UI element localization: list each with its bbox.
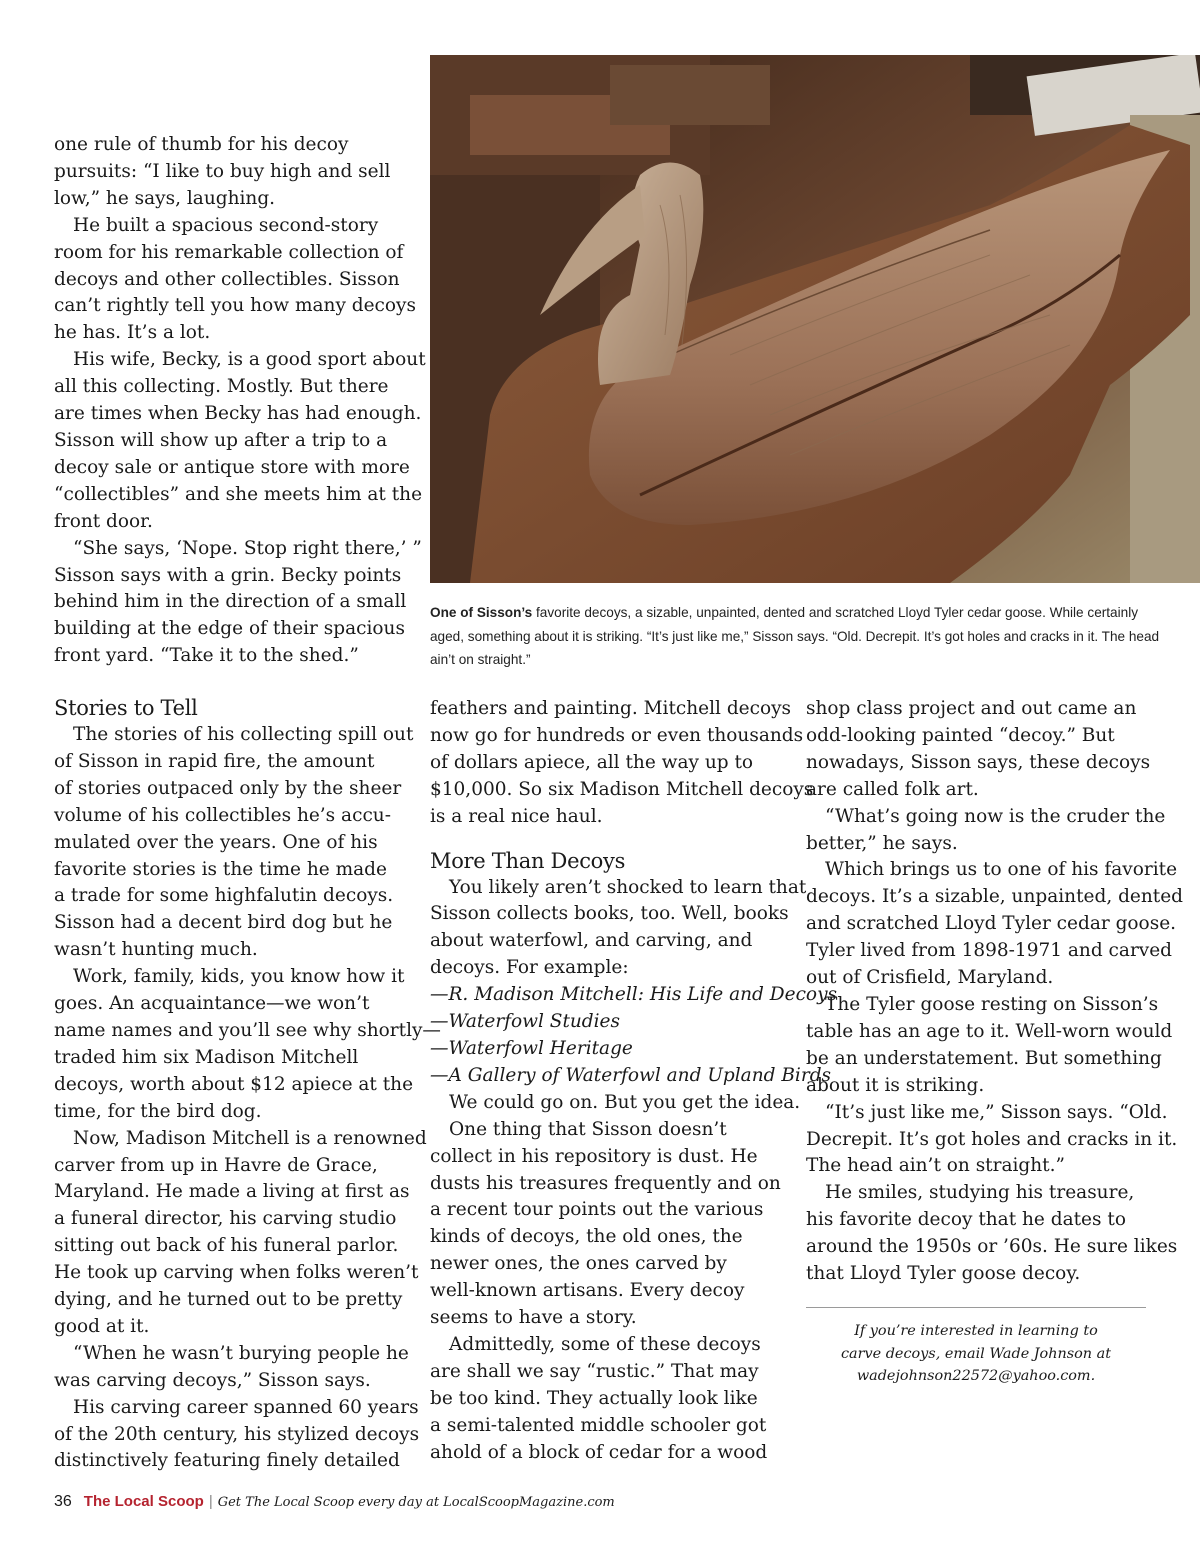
text-line: goes. An acquaintance—we won’t: [54, 993, 370, 1015]
text-line: decoys and other collectibles. Sisson: [54, 268, 400, 290]
footer-separator: |: [208, 1493, 213, 1510]
text-line: Sisson collects books, too. Well, books: [430, 903, 789, 925]
text-line: Tyler lived from 1898-1971 and carved: [806, 940, 1173, 962]
text-line: ahold of a block of cedar for a wood: [430, 1441, 768, 1463]
text-line: —R. Madison Mitchell: His Life and Decoys: [430, 984, 838, 1006]
text-line: about waterfowl, and carving, and: [430, 930, 753, 952]
text-line: “It’s just like me,” Sisson says. “Old.: [825, 1101, 1168, 1123]
text-line: are times when Becky has had enough.: [54, 403, 422, 425]
text-line: Maryland. He made a living at first as: [54, 1181, 410, 1203]
text-line: Sisson will show up after a trip to a: [54, 429, 388, 451]
text-line: seems to have a story.: [430, 1307, 637, 1329]
text-line: behind him in the direction of a small: [54, 591, 407, 613]
text-line: that Lloyd Tyler goose decoy.: [806, 1263, 1081, 1285]
carved-goose-decoy-photo: [430, 55, 1200, 583]
text-line: decoys. For example:: [430, 957, 629, 979]
text-line: He took up carving when folks weren’t: [54, 1262, 419, 1284]
contact-note: [806, 1320, 1146, 1388]
text-line: He smiles, studying his treasure,: [825, 1182, 1135, 1204]
text-line: wasn’t hunting much.: [54, 939, 258, 961]
text-line: The Tyler goose resting on Sisson’s: [825, 993, 1159, 1015]
text-line: dusts his treasures frequently and on: [430, 1172, 781, 1194]
text-line: mulated over the years. One of his: [54, 831, 378, 853]
text-line: name names and you’ll see why shortly—: [54, 1019, 441, 1041]
section-heading-more-than-decoys: More Than Decoys: [430, 848, 626, 873]
text-line: be an understatement. But something: [806, 1047, 1162, 1069]
text-line: Admittedly, some of these decoys: [449, 1333, 761, 1355]
text-line: around the 1950s or ’60s. He sure likes: [806, 1236, 1178, 1258]
text-line: —Waterfowl Heritage: [430, 1037, 633, 1059]
text-line: “She says, ‘Nope. Stop right there,’ ”: [73, 537, 422, 559]
text-line: a funeral director, his carving studio: [54, 1208, 397, 1230]
text-line: low,” he says, laughing.: [54, 187, 276, 209]
text-line: His carving career spanned 60 years: [73, 1396, 419, 1418]
text-line: —Waterfowl Studies: [430, 1011, 621, 1033]
text-line: shop class project and out came an: [806, 698, 1137, 719]
page-number: 36: [54, 1493, 72, 1510]
text-line: One thing that Sisson doesn’t: [449, 1118, 727, 1140]
text-line: now go for hundreds or even thousands: [430, 724, 804, 746]
text-line: time, for the bird dog.: [54, 1100, 262, 1122]
text-line: are shall we say “rustic.” That may: [430, 1360, 759, 1382]
text-line: of the 20th century, his stylized decoys: [54, 1423, 420, 1445]
column-1-bottom: [54, 694, 441, 1475]
text-line: collect in his repository is dust. He: [430, 1145, 758, 1167]
text-line: newer ones, the ones carved by: [430, 1253, 727, 1275]
text-line: of Sisson in rapid fire, the amount: [54, 750, 375, 772]
decoy-photo: [430, 55, 1200, 583]
publication-name: The Local Scoop: [83, 1493, 204, 1510]
text-line: “collectibles” and she meets him at the: [54, 483, 423, 505]
text-line: front yard. “Take it to the shed.”: [54, 645, 359, 667]
text-line: was carving decoys,” Sisson says.: [54, 1369, 371, 1391]
text-line: feathers and painting. Mitchell decoys: [430, 698, 792, 719]
text-line: $10,000. So six Madison Mitchell decoys: [430, 778, 814, 800]
note-line-2: carve decoys, email Wade Johnson at: [840, 1345, 1112, 1362]
text-line: Decrepit. It’s got holes and cracks in it.: [806, 1128, 1178, 1150]
text-line: his favorite decoy that he dates to: [806, 1209, 1126, 1231]
caption-lead: One of Sisson’s: [430, 605, 533, 620]
text-line: Sisson says with a grin. Becky points: [54, 564, 402, 586]
note-line-1: If you’re interested in learning to: [854, 1323, 1098, 1339]
text-line: can’t rightly tell you how many decoys: [54, 295, 417, 317]
text-line: Work, family, kids, you know how it: [73, 966, 405, 988]
text-line: table has an age to it. Well-worn would: [806, 1020, 1173, 1042]
text-line: volume of his collectibles he’s accu-: [54, 804, 391, 826]
text-line: distinctively featuring finely detailed: [54, 1450, 400, 1472]
text-line: “What’s going now is the cruder the: [825, 805, 1166, 827]
column-2: [430, 696, 838, 1466]
text-line: good at it.: [54, 1315, 150, 1337]
text-line: nowadays, Sisson says, these decoys: [806, 751, 1151, 773]
text-line: be too kind. They actually look like: [430, 1387, 758, 1409]
text-line: Which brings us to one of his favorite: [825, 859, 1178, 881]
text-line: a semi-talented middle schooler got: [430, 1414, 767, 1436]
text-line: traded him six Madison Mitchell: [54, 1046, 359, 1068]
column-1-top: [54, 132, 426, 670]
text-line: a recent tour points out the various: [430, 1199, 764, 1221]
text-line: The head ain’t on straight.”: [806, 1155, 1065, 1177]
text-line: decoys, worth about $12 apiece at the: [54, 1073, 414, 1095]
text-line: sitting out back of his funeral parlor.: [54, 1235, 399, 1257]
text-line: decoys. It’s a sizable, unpainted, dented: [806, 886, 1184, 908]
text-line: about it is striking.: [806, 1074, 985, 1096]
text-line: and scratched Lloyd Tyler cedar goose.: [806, 913, 1177, 935]
text-line: carver from up in Havre de Grace,: [54, 1154, 378, 1176]
page-footer: [54, 1493, 615, 1511]
footer-tagline: Get The Local Scoop every day at LocalScoopMagazine.com: [217, 1495, 615, 1510]
note-divider: [806, 1307, 1146, 1308]
text-line: dying, and he turned out to be pretty: [54, 1289, 403, 1311]
text-line: he has. It’s a lot.: [54, 322, 211, 344]
text-line: favorite stories is the time he made: [54, 858, 387, 880]
text-line: kinds of decoys, the old ones, the: [430, 1226, 743, 1248]
text-line: better,” he says.: [806, 832, 958, 854]
column-3: [806, 696, 1184, 1288]
text-line: His wife, Becky, is a good sport about: [73, 349, 426, 371]
text-line: He built a spacious second-story: [73, 214, 379, 236]
text-line: all this collecting. Mostly. But there: [54, 376, 389, 398]
text-line: Sisson had a decent bird dog but he: [54, 912, 393, 934]
text-line: are called folk art.: [806, 778, 979, 800]
text-line: Now, Madison Mitchell is a renowned: [73, 1127, 427, 1149]
text-line: You likely aren’t shocked to learn that: [449, 876, 807, 898]
text-line: The stories of his collecting spill out: [73, 724, 414, 745]
text-line: “When he wasn’t burying people he: [73, 1342, 409, 1364]
text-line: We could go on. But you get the idea.: [449, 1091, 801, 1113]
text-line: one rule of thumb for his decoy: [54, 134, 349, 155]
text-line: building at the edge of their spacious: [54, 618, 405, 640]
text-line: pursuits: “I like to buy high and sell: [54, 160, 391, 182]
text-line: well-known artisans. Every decoy: [430, 1280, 745, 1302]
caption-text: favorite decoys, a sizable, unpainted, dented and scratched Lloyd Tyler cedar goose. While certainly aged, something about it is striking. “It’s just like me,” Sisson says. “Old. Decrepit. It’s got holes and cracks in it. The head ain’t on straight.”: [430, 605, 1160, 668]
text-line: is a real nice haul.: [430, 805, 603, 827]
text-line: decoy sale or antique store with more: [54, 456, 410, 478]
note-line-3: wadejohnson22572@yahoo.com.: [856, 1368, 1096, 1384]
text-line: room for his remarkable collection of: [54, 241, 404, 263]
text-line: out of Crisfield, Maryland.: [806, 967, 1054, 989]
text-line: —A Gallery of Waterfowl and Upland Birds: [430, 1064, 832, 1086]
section-heading-stories: Stories to Tell: [54, 696, 198, 720]
text-line: of stories outpaced only by the sheer: [54, 777, 402, 799]
text-line: odd-looking painted “decoy.” But: [806, 724, 1115, 746]
text-line: a trade for some highfalutin decoys.: [54, 885, 394, 907]
text-line: front door.: [54, 510, 153, 532]
photo-caption: [430, 601, 1170, 672]
text-line: of dollars apiece, all the way up to: [430, 751, 754, 773]
